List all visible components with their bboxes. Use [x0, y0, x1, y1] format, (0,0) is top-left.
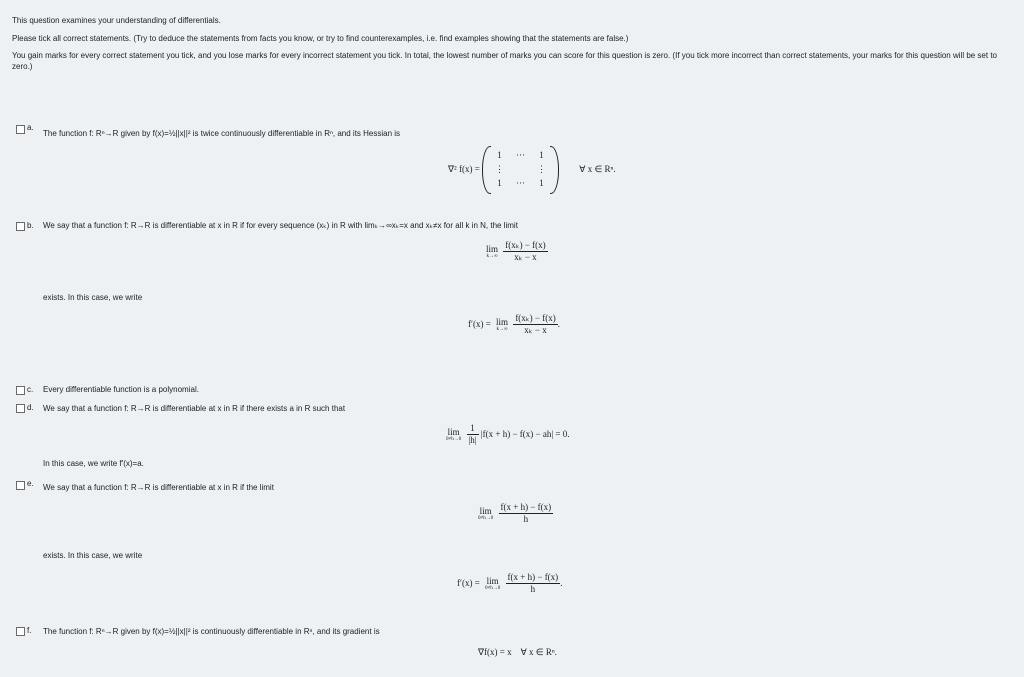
option-e-exists: exists. In this case, we write	[43, 551, 143, 560]
checkbox-b[interactable]	[16, 222, 25, 231]
option-letter-e: e.	[27, 479, 34, 488]
hessian-matrix: 1 ··· 1 ⋮ ⋮ 1 ··· 1	[482, 146, 559, 192]
intro-line-3: You gain marks for every correct statement you tick, and you lose marks for every incorrect statement you tick. In total, the lowest number of marks you can score for this question is zero. (If you tick more incorrect than correct statements, your marks for this question will be set to zero.)	[12, 51, 997, 71]
intro-line-2: Please tick all correct statements. (Try to deduce the statements from facts you know, or try to find counterexamples, i.e. find examples showing that the statements are false.)	[12, 34, 629, 43]
hessian-formula	[448, 146, 616, 192]
checkbox-a[interactable]	[16, 125, 25, 134]
limit-b: lim k→∞ $\frac{\text{f(xₖ) − f(x)}}{\text{xₖ − x}}$	[486, 240, 546, 262]
option-b-exists: exists. In this case, we write	[43, 293, 143, 302]
option-text-e: We say that a function f: R→R is differentiable at x in R if the limit	[43, 483, 274, 492]
derivative-b: f′(x) = lim k→∞ $\frac{\text{f(xₖ) − f(x)}}{\text{xₖ − x}}$ .	[468, 313, 560, 335]
gradient-formula: ∇f(x) = x ∀ x ∈ Rⁿ.	[478, 647, 557, 657]
option-d-after: In this case, we write f′(x)=a.	[43, 459, 144, 468]
option-text-b: We say that a function f: R→R is differentiable at x in R if for every sequence (xₖ) in R with limₖ→∞xₖ=x and xₖ≠x for all k in N, the limit	[43, 221, 518, 230]
checkbox-e[interactable]	[16, 481, 25, 490]
option-letter-d: d.	[27, 403, 34, 412]
option-letter-f: f.	[27, 626, 32, 635]
option-text-f: The function f: Rⁿ→R given by f(x)=½||x||² is continuously differentiable in Rⁿ, and its gradient is	[43, 627, 380, 636]
checkbox-c[interactable]	[16, 386, 25, 395]
limit-e: lim 0≠h→0 $\frac{f(x + h) - f(x)}{h}$	[478, 502, 552, 524]
intro-line-1: This question examines your understanding of differentials.	[12, 16, 221, 25]
option-letter-b: b.	[27, 221, 34, 230]
option-text-c: Every differentiable function is a polynomial.	[43, 385, 199, 394]
checkbox-d[interactable]	[16, 404, 25, 413]
limit-d: lim 0≠h→0 $\frac{1}{|h|}$ |f(x + h) − f(x) − ah| = 0.	[446, 423, 570, 445]
hessian-rhs: ∀ x ∈ Rⁿ.	[579, 163, 616, 174]
derivative-e: f′(x) = lim 0≠h→0 $\frac{f(x + h) - f(x)}{h}$ .	[457, 572, 563, 594]
option-text-a: The function f: Rⁿ→R given by f(x)=½||x||² is twice continuously differentiable in Rⁿ, and its Hessian is	[43, 129, 401, 138]
option-text-d: We say that a function f: R→R is differentiable at x in R if there exists a in R such that	[43, 404, 346, 413]
option-letter-c: c.	[27, 385, 34, 394]
option-letter-a: a.	[27, 123, 34, 132]
checkbox-f[interactable]	[16, 627, 25, 636]
hessian-lhs: ∇² f(x) =	[448, 163, 480, 174]
